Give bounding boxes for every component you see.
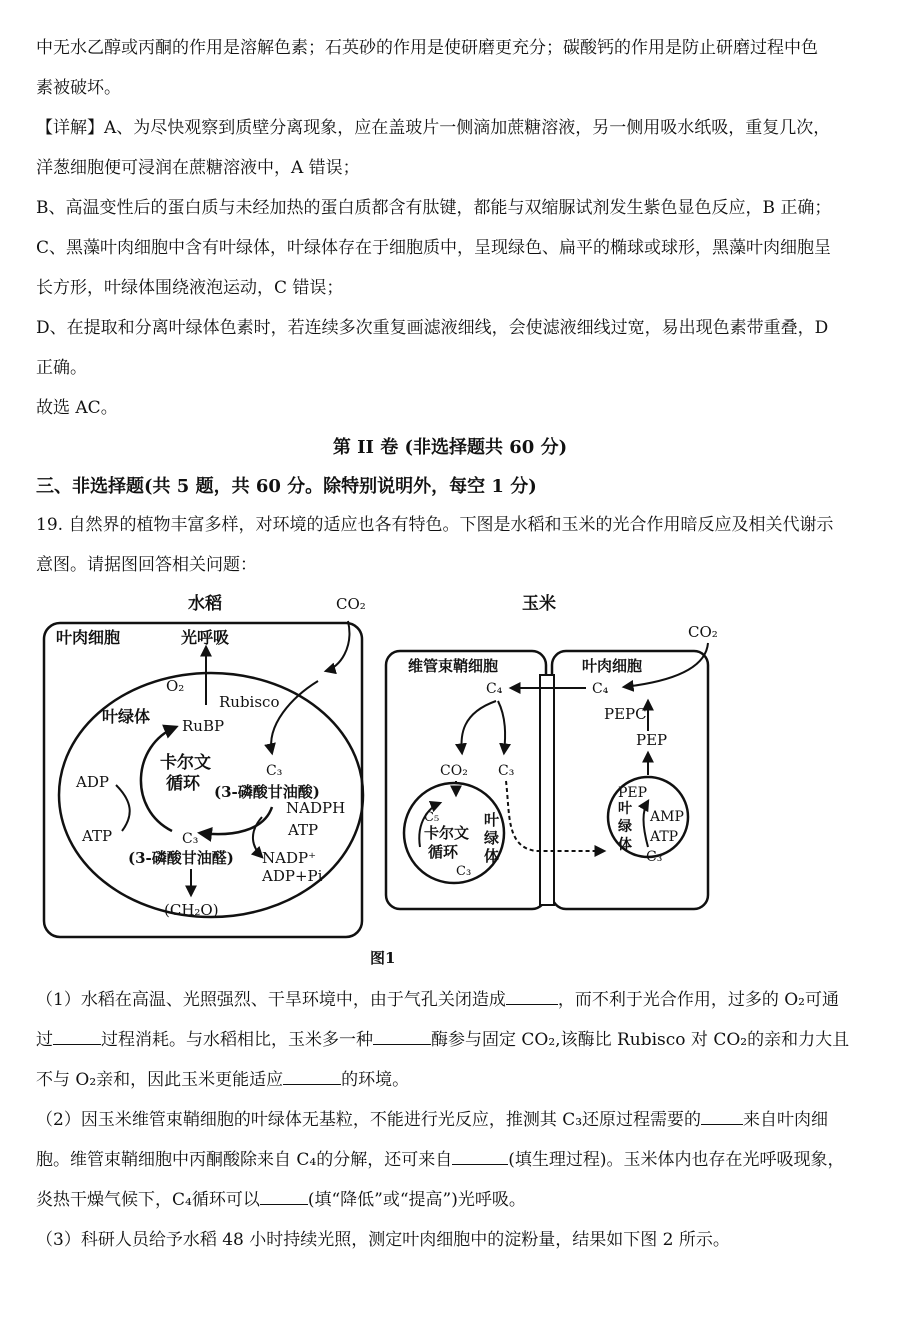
question-part-1-line — [36, 1068, 409, 1092]
chloroplast-char: 绿 — [484, 829, 500, 847]
pga-label: (3-磷酸甘油酸) — [214, 783, 320, 801]
c5-label: C₅ — [424, 810, 440, 825]
section-title: 第 II 卷 (非选择题共 60 分) — [332, 437, 568, 458]
text-line: 正确。 — [36, 358, 87, 378]
c4-to-c3-arrow — [498, 701, 505, 753]
calvin-label: 卡尔文 — [160, 753, 211, 773]
chloroplast-char: 绿 — [618, 819, 632, 835]
q1-text: 酶参与固定 CO₂,该酶比 Rubisco 对 CO₂的亲和力大且 — [431, 1030, 850, 1050]
chloroplast-char: 叶 — [484, 811, 500, 829]
atp-left-label: ATP — [82, 827, 113, 845]
question-part-2-line — [36, 1148, 845, 1172]
figure-caption: 图1 — [370, 949, 396, 967]
corn-title: 玉米 — [522, 594, 556, 614]
q2-text: 来自叶肉细 — [743, 1110, 829, 1130]
adp-atp-arrow — [116, 785, 130, 831]
c3-top-label: C₃ — [266, 763, 283, 779]
text-line: 洋葱细胞便可浸润在蔗糖溶液中，A 错误； — [36, 158, 360, 178]
chloroplast-char: 体 — [484, 847, 500, 865]
adp-label: ADP — [76, 773, 109, 791]
corn-co2-label: CO₂ — [688, 623, 718, 641]
calvin-corn-label: 循环 — [428, 843, 459, 861]
pep-inner-label: PEP — [618, 785, 648, 801]
nadp-label: NADP⁺ — [262, 849, 316, 867]
adp-pi-label: ADP+Pi — [262, 867, 323, 885]
q2-text: 胞。维管束鞘细胞中丙酮酸除来自 C₄的分解，还可来自 — [36, 1150, 453, 1170]
answer-blank[interactable] — [260, 1188, 308, 1205]
q1-text: 的环境。 — [341, 1070, 410, 1090]
pep-mid-label: PEP — [636, 731, 668, 749]
q1-text: （1）水稻在高温、光照强烈、干旱环境中，由于气孔关闭造成 — [36, 990, 506, 1010]
rice-co2-label: CO₂ — [336, 595, 366, 613]
question-part-2-line — [36, 1188, 526, 1212]
photorespiration-label: 光呼吸 — [181, 628, 230, 647]
question-part-1-line — [36, 988, 839, 1012]
q2-text: (填生理过程)。玉米体内也存在光呼吸现象， — [508, 1150, 845, 1170]
gap-label: (3-磷酸甘油醛) — [128, 849, 234, 867]
text-line: 素被破坏。 — [36, 78, 121, 98]
ch2o-label: (CH₂O) — [164, 901, 219, 919]
answer-blank[interactable] — [53, 1028, 101, 1045]
text-line: 中无水乙醇或丙酮的作用是溶解色素；石英砂的作用是使研磨更充分；碳酸钙的作用是防止研磨过程中色 — [36, 38, 818, 58]
q1-text: 不与 O₂亲和，因此玉米更能适应 — [36, 1070, 284, 1090]
answer-blank[interactable] — [452, 1148, 508, 1165]
question-19-line: 意图。请据图回答相关问题： — [36, 555, 257, 575]
c3-small-label: C₃ — [456, 864, 472, 879]
chloroplast-char: 体 — [618, 837, 632, 853]
reduction-arrow — [200, 807, 272, 834]
rice-title: 水稻 — [188, 594, 222, 614]
text-line: 故选 AC。 — [36, 398, 118, 418]
calvin-label: 循环 — [166, 774, 200, 794]
co2-entry-arrow — [326, 621, 349, 671]
q2-text: (填“降低”或“提高”)光呼吸。 — [307, 1190, 526, 1210]
text-line: C、黑藻叶肉细胞中含有叶绿体，叶绿体存在于细胞质中，呈现绿色、扁平的椭球或球形，黑藻叶肉细胞呈 — [36, 238, 832, 258]
q2-text: 炎热干燥气候下，C₄循环可以 — [36, 1190, 260, 1210]
q1-text: 过程消耗。与水稻相比，玉米多一种 — [101, 1030, 373, 1050]
co2-inner-label: CO₂ — [440, 763, 468, 779]
q2-text: （2）因玉米维管束鞘细胞的叶绿体无基粒，不能进行光反应，推测其 C₃还原过程需要的 — [36, 1110, 702, 1130]
text-line: 【详解】A、为尽快观察到质壁分离现象，应在盖玻片一侧滴加蔗糖溶液，另一侧用吸水纸吸，重复几次， — [36, 118, 831, 138]
c3-right-label: C₃ — [646, 849, 663, 865]
chloroplast-char: 叶 — [618, 801, 632, 817]
chloroplast-label: 叶绿体 — [102, 707, 151, 726]
rice-cell-label: 叶肉细胞 — [56, 628, 121, 647]
c4-decarboxylation-arrow — [461, 701, 496, 753]
answer-blank[interactable] — [701, 1108, 743, 1125]
atp-corn-label: ATP — [650, 829, 679, 845]
bundle-sheath-label: 维管束鞘细胞 — [408, 657, 499, 675]
corn-mesophyll-label: 叶肉细胞 — [582, 657, 643, 675]
plasmodesma — [540, 675, 554, 905]
text-line: B、高温变性后的蛋白质与未经加热的蛋白质都含有肽键，都能与双缩脲试剂发生紫色显色反应，B 正确； — [36, 198, 832, 218]
c3-bottom-label: C₃ — [182, 831, 199, 847]
c3-inner-label: C₃ — [498, 763, 515, 779]
answer-blank[interactable] — [506, 988, 558, 1005]
rubisco-label: Rubisco — [219, 693, 280, 711]
text-line: 长方形，叶绿体围绕液泡运动，C 错误； — [36, 278, 344, 298]
pepc-label: PEPC — [604, 705, 647, 723]
question-part-1-line — [36, 1028, 849, 1052]
o2-label: O₂ — [166, 677, 185, 695]
question-part-2-line — [36, 1108, 828, 1132]
pep-regeneration-arrow — [644, 801, 649, 847]
part-title: 三、非选择题(共 5 题，共 60 分。除特别说明外，每空 1 分) — [36, 476, 537, 497]
text-line: D、在提取和分离叶绿体色素时，若连续多次重复画滤液细线，会使滤液细线过宽，易出现色素带重叠，D — [36, 318, 829, 338]
q1-text: ，而不利于光合作用，过多的 O₂可通 — [557, 990, 839, 1010]
rubp-label: RuBP — [182, 717, 225, 735]
nadph-label: NADPH — [286, 799, 346, 817]
question-19-line: 19. 自然界的植物丰富多样，对环境的适应也各有特色。下图是水稻和玉米的光合作用暗反应及相关代谢示 — [36, 515, 834, 535]
calvin-corn-label: 卡尔文 — [424, 824, 470, 842]
answer-blank[interactable] — [373, 1028, 431, 1045]
amp-label: AMP — [650, 809, 684, 825]
c4-right-label: C₄ — [592, 681, 609, 697]
question-part-3-line: （3）科研人员给予水稻 48 小时持续光照，测定叶肉细胞中的淀粉量，结果如下图 2 所示。 — [36, 1230, 730, 1250]
atp-right-label: ATP — [288, 821, 319, 839]
photosynthesis-diagram — [36, 585, 866, 975]
q1-text: 过 — [36, 1030, 53, 1050]
answer-blank[interactable] — [283, 1068, 341, 1085]
c4-left-label: C₄ — [486, 681, 503, 697]
